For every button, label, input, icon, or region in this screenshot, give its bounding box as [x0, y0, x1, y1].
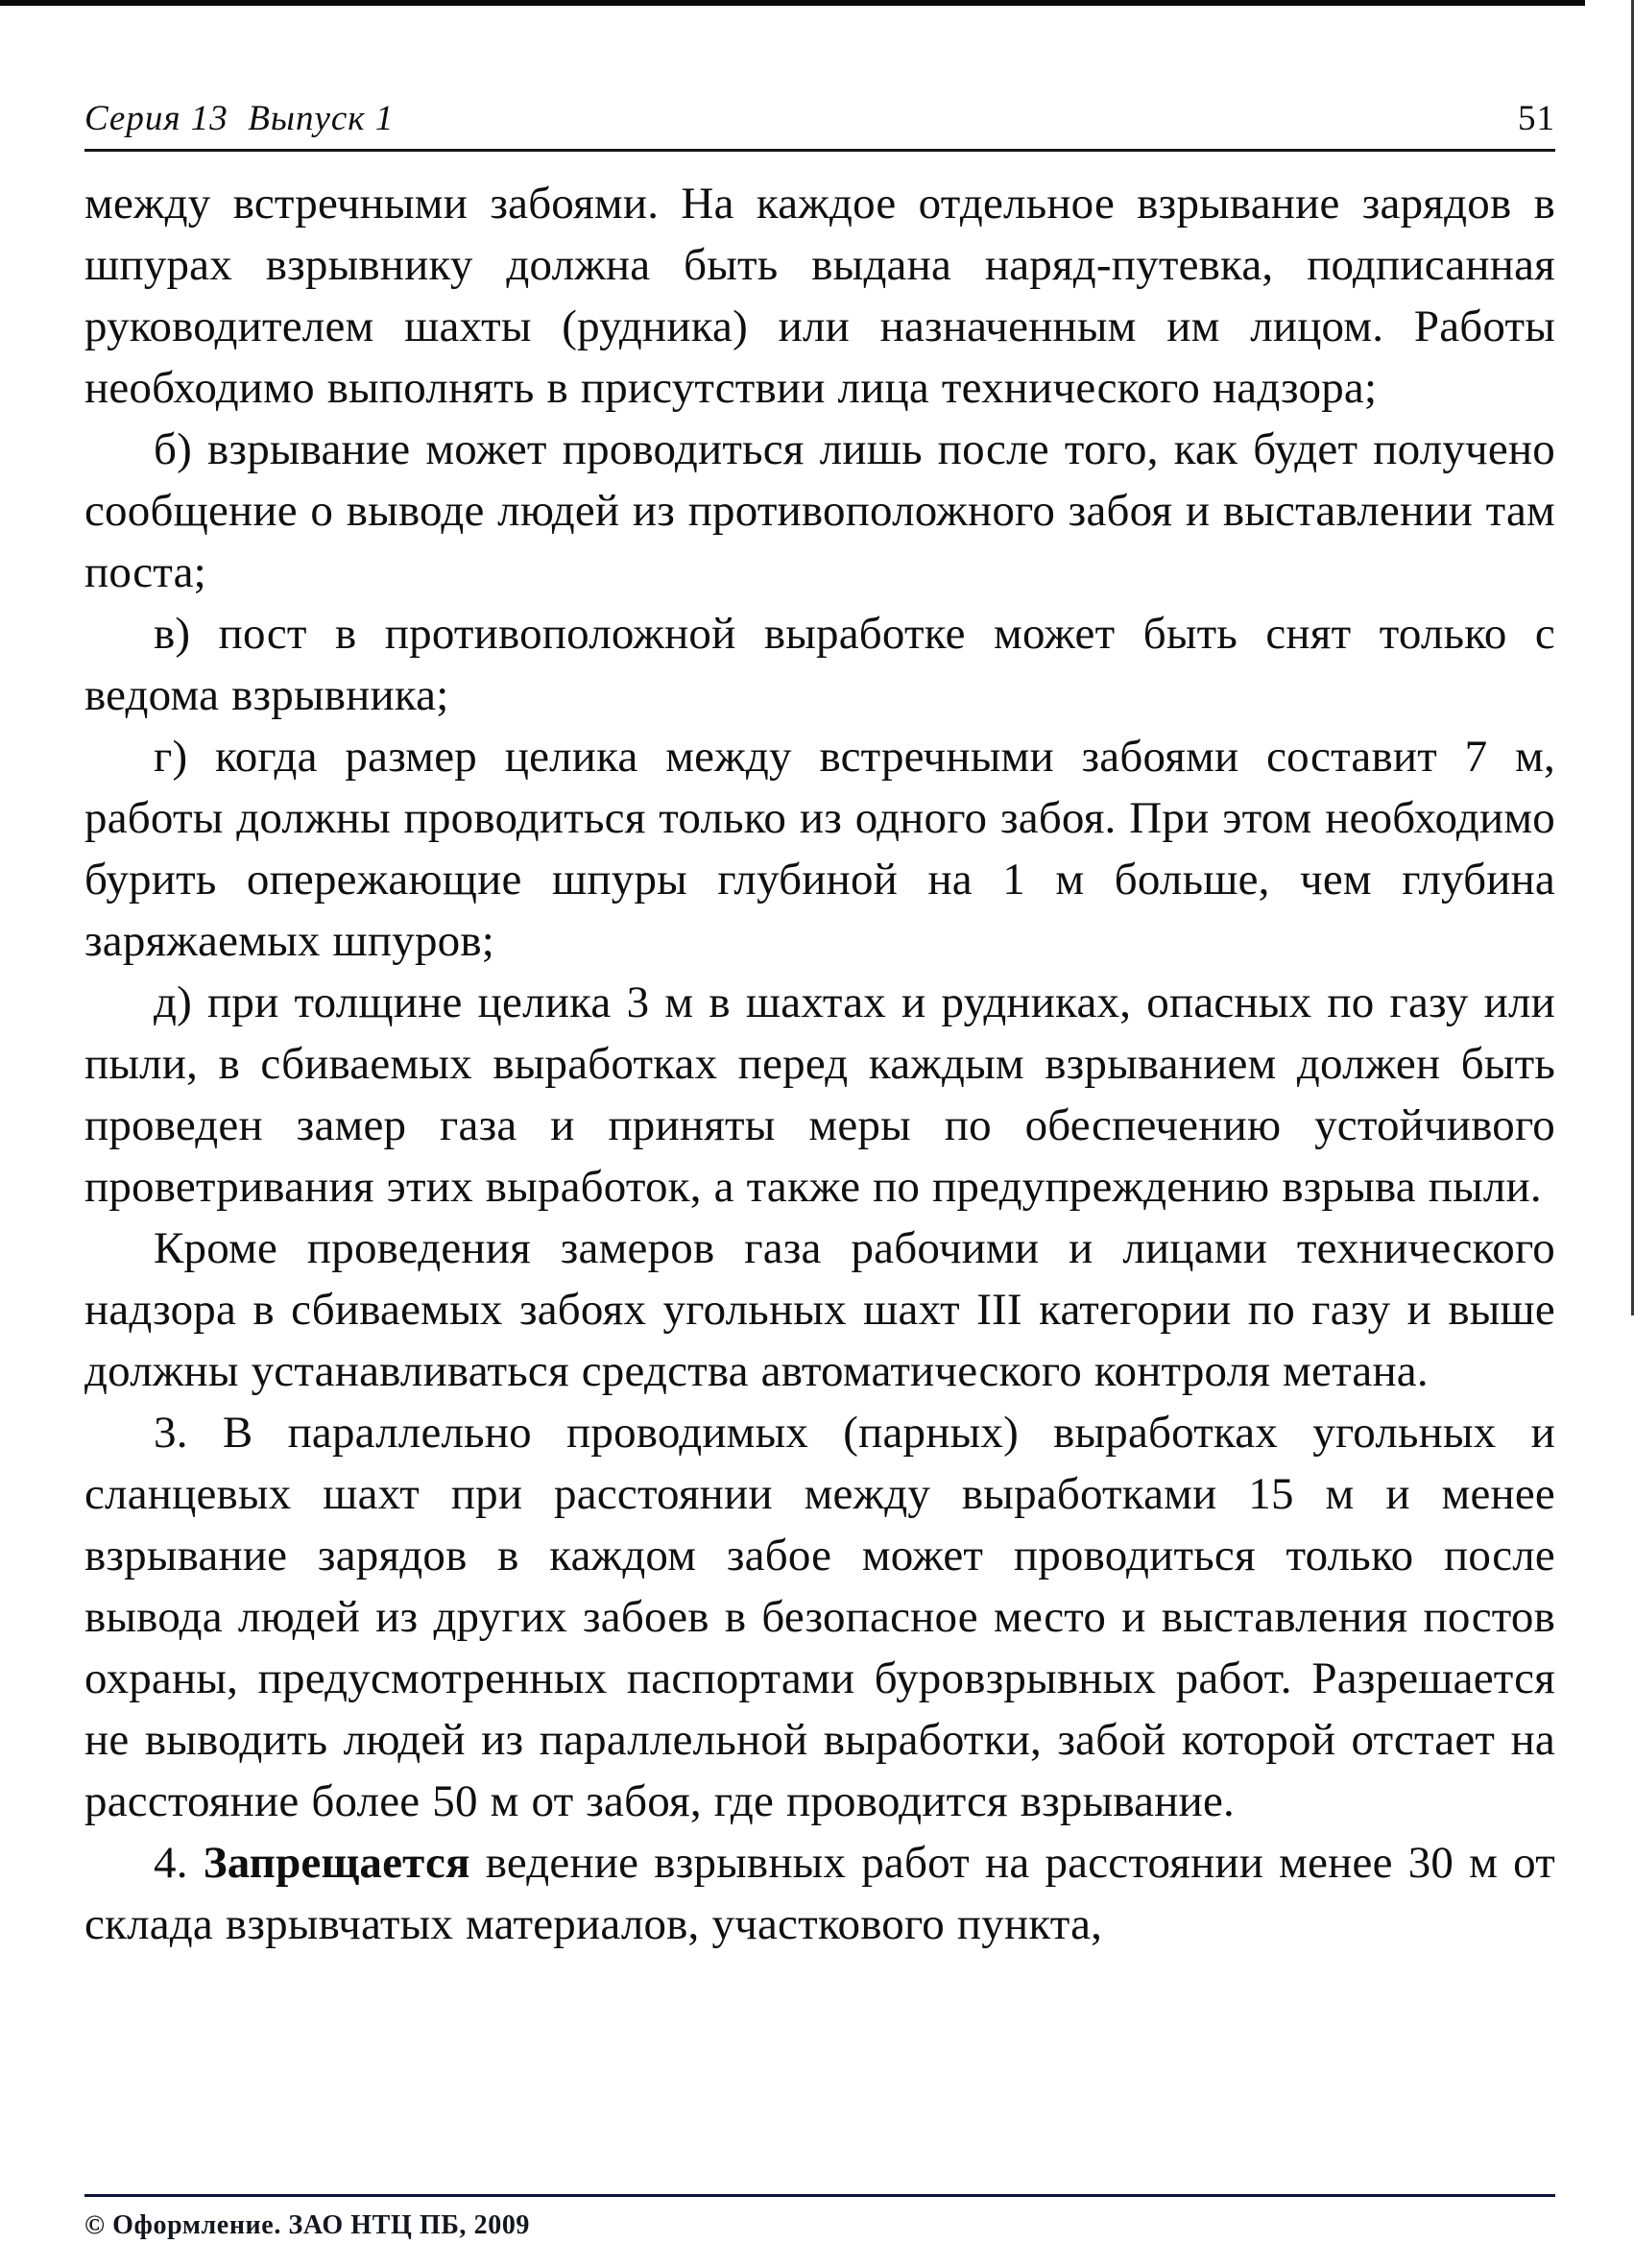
page-header	[84, 100, 1555, 139]
paragraph-point-4	[84, 1832, 1555, 1955]
forbidden-term-bold: Запрещается	[203, 1837, 470, 1888]
paragraph-item-v: в) пост в противоположной выработке может быть снят только с ведома взрывника;	[84, 608, 1555, 720]
paragraph-point-3: 3. В параллельно проводимых (парных) выработках угольных и сланцевых шахт при расстоянии между выработками 15 м и менее взрывание зарядов в каждом забое может проводиться только после вывода людей из других забоев в безопасное место и выставления постов охраны, предусмотренных паспортами буровзрывных работ. Разрешается не выводить людей из параллельной выработки, забой которой отстает на расстояние более 50 м от забоя, где проводится взрывание.	[84, 1407, 1555, 1826]
paragraph-item-d: д) при толщине целика 3 м в шахтах и рудниках, опасных по газу или пыли, в сбиваемых выработках перед каждым взрыванием должен быть проведен замер газа и приняты меры по обеспечению устойчивого проветривания этих выработок, а также по предупреждению взрыва пыли.	[84, 977, 1555, 1212]
header-rule	[84, 149, 1555, 152]
paragraph-item-g: г) когда размер целика между встречными забоями составит 7 м, работы должны проводиться только из одного забоя. При этом необходимо бурить опережающие шпуры глубиной на 1 м больше, чем глубина заряжаемых шпуров;	[84, 731, 1555, 966]
paragraph-krome: Кроме проведения замеров газа рабочими и лицами технического надзора в сбиваемых забоях угольных шахт III категории по газу и выше должны устанавливаться средства автоматического контроля метана.	[84, 1222, 1555, 1396]
series-issue-title: Серия 13 Выпуск 1	[84, 99, 395, 138]
paragraph-point-4-prefix: 4.	[154, 1837, 204, 1888]
document-body	[84, 173, 1555, 1955]
scan-edge-top	[0, 0, 1585, 6]
paragraph-continuation: между встречными забоями. На каждое отдельное взрывание зарядов в шпурах взрывнику должна быть выдана наряд-путевка, подписанная руководителем шахты (рудника) или назначенным им лицом. Работы необходимо выполнять в присутствии лица технического надзора;	[84, 178, 1555, 413]
copyright-notice: © Оформление. ЗАО НТЦ ПБ, 2009	[84, 2210, 531, 2240]
paragraph-point-4-rest: ведение взрывных работ на расстоянии менее 30 м от склада взрывчатых материалов, участкового пункта,	[84, 1837, 1555, 1949]
footer-rule	[84, 2194, 1555, 2197]
page-footer	[84, 2194, 1555, 2241]
paragraph-item-b: б) взрывание может проводиться лишь после того, как будет получено сообщение о выводе людей из противоположного забоя и выставлении там поста;	[84, 423, 1555, 597]
page-number: 51	[1518, 99, 1555, 138]
